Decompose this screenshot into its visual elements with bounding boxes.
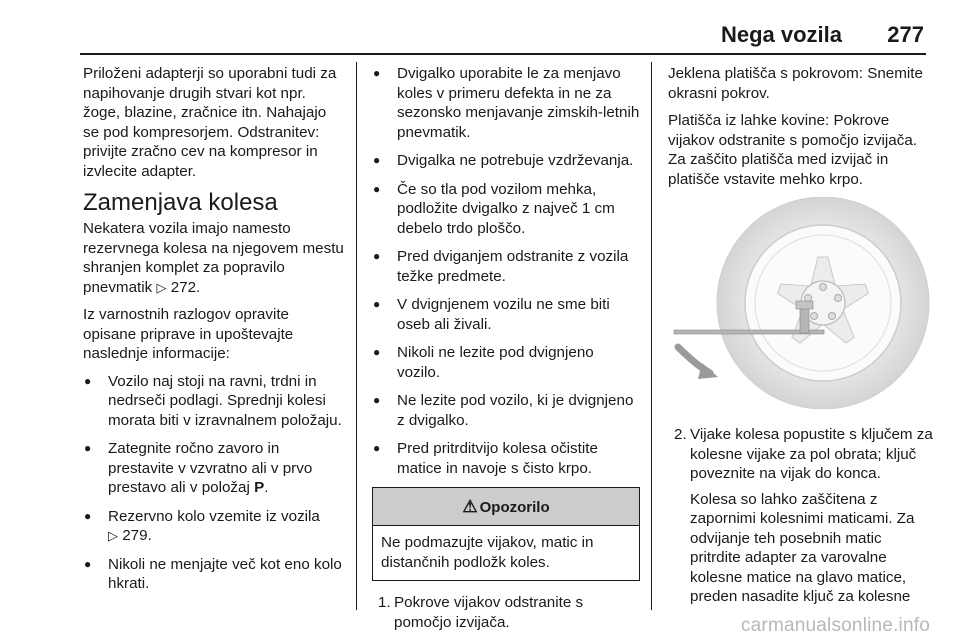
list-item: ● Dvigalka ne potrebuje vzdrževanja. — [372, 151, 640, 171]
section-title: Nega vozila — [720, 22, 842, 47]
warning-header — [373, 488, 639, 526]
column-divider-2 — [651, 62, 652, 610]
list-item-text: . — [264, 479, 269, 496]
reference-arrow-icon: ▷ — [108, 528, 118, 543]
column-left — [83, 64, 345, 603]
warning-title: Opozorilo — [479, 499, 550, 516]
wheel-illustration — [668, 197, 930, 409]
reference-arrow-icon: ▷ — [156, 279, 167, 295]
paragraph: Iz varnostnih razlogov opravite opisane priprave in upoštevajte naslednje informacije: — [83, 306, 294, 362]
list-item: ● Pred dviganjem odstranite z vozila težke predmete. — [372, 247, 640, 286]
list-item: ● Če so tla pod vozilom mehka, podložite dvigalko z največ 1 cm debelo trdo ploščo. — [372, 180, 640, 239]
step-text: Pokrove vijakov odstranite s pomočjo izvijača. — [394, 594, 584, 631]
warning-box — [372, 487, 640, 581]
step-subparagraph: Kolesa so lahko zaščitena z zapornimi kolesnimi maticami. Za odvijanje teh posebnih matic pritrdite adapter za varovalne kolesne matice na glavo matice, preden nasadite ključ za kolesne — [690, 490, 915, 605]
page-reference-link[interactable]: 272. — [170, 278, 201, 296]
gear-position-label: P — [254, 479, 265, 496]
column-right — [668, 64, 934, 615]
intro-paragraph: Priloženi adapterji so uporabni tudi za napihovanje drugih stvari kot npr. žoge, blazine, zračnice itn. Nahajajo se pod kompresorjem. Odstranitev: privijte zračno cev na kompresor in izvlecite adapter. — [83, 65, 337, 180]
list-item: ● Nikoli ne lezite pod dvignjeno vozilo. — [372, 343, 640, 382]
page-number: 277 — [887, 22, 924, 47]
wheel-illustration-svg — [668, 197, 930, 409]
warning-text: Ne podmazujte vijakov, matic in distančnih podložk koles. — [381, 534, 594, 571]
paragraph: Platišča iz lahke kovine: Pokrove vijakov odstranite s pomočjo izvijača. Za zaščito platišča med izvijač in platišče vstavite mehko krpo. — [668, 112, 918, 188]
numbered-step — [668, 425, 934, 484]
bullet-list — [372, 64, 640, 478]
section-heading: Zamenjava kolesa — [83, 189, 278, 216]
list-item: ● Nikoli ne menjajte več kot eno kolo hkrati. — [83, 555, 345, 594]
list-item-text: Zategnite ročno zavoro in prestavite v vzvratno ali v prvo prestavo ali v položaj — [108, 440, 313, 496]
list-item: ● Ne lezite pod vozilo, ki je dvignjeno z dvigalko. — [372, 391, 640, 430]
list-item: ● Pred pritrditvijo kolesa očistite matice in navoje s čisto krpo. — [372, 439, 640, 478]
list-item: ● Vozilo naj stoji na ravni, trdni in nedrseči podlagi. Sprednji kolesi morata biti v izravnalnem položaju. — [83, 372, 345, 431]
step-number: 2. — [674, 426, 687, 443]
numbered-step — [372, 593, 640, 632]
step-text: Vijake kolesa popustite s ključem za kolesne vijake za pol obrata; ključ poveznite na vijak do konca. — [690, 426, 933, 482]
page-header — [0, 0, 960, 55]
list-item — [83, 439, 345, 498]
list-item-text: Rezervno kolo vzemite iz vozila — [108, 507, 320, 525]
column-divider-1 — [356, 62, 357, 610]
paragraph: Jeklena platišča s pokrovom: Snemite okrasni pokrov. — [668, 65, 923, 102]
bullet-list — [83, 372, 345, 594]
warning-triangle-icon: ⚠ — [462, 497, 478, 516]
list-item — [83, 507, 345, 546]
step-number: 1. — [378, 594, 391, 611]
list-item: ● Dvigalko uporabite le za menjavo koles v primeru defekta in ne za sezonsko menjavanje zimskih-letnih pnevmatik. — [372, 64, 640, 142]
header-rule — [80, 53, 926, 55]
column-middle — [372, 64, 640, 638]
page-reference-link[interactable]: 279. — [122, 527, 152, 544]
paragraph — [83, 219, 345, 297]
watermark: carmanualsonline.info — [740, 615, 930, 636]
paragraph-text: Nekatera vozila imajo namesto rezervnega kolesa na njegovem mestu shranjen komplet za popravilo pnevmatik — [83, 220, 344, 296]
list-item: ● V dvignjenem vozilu ne sme biti oseb ali živali. — [372, 295, 640, 334]
